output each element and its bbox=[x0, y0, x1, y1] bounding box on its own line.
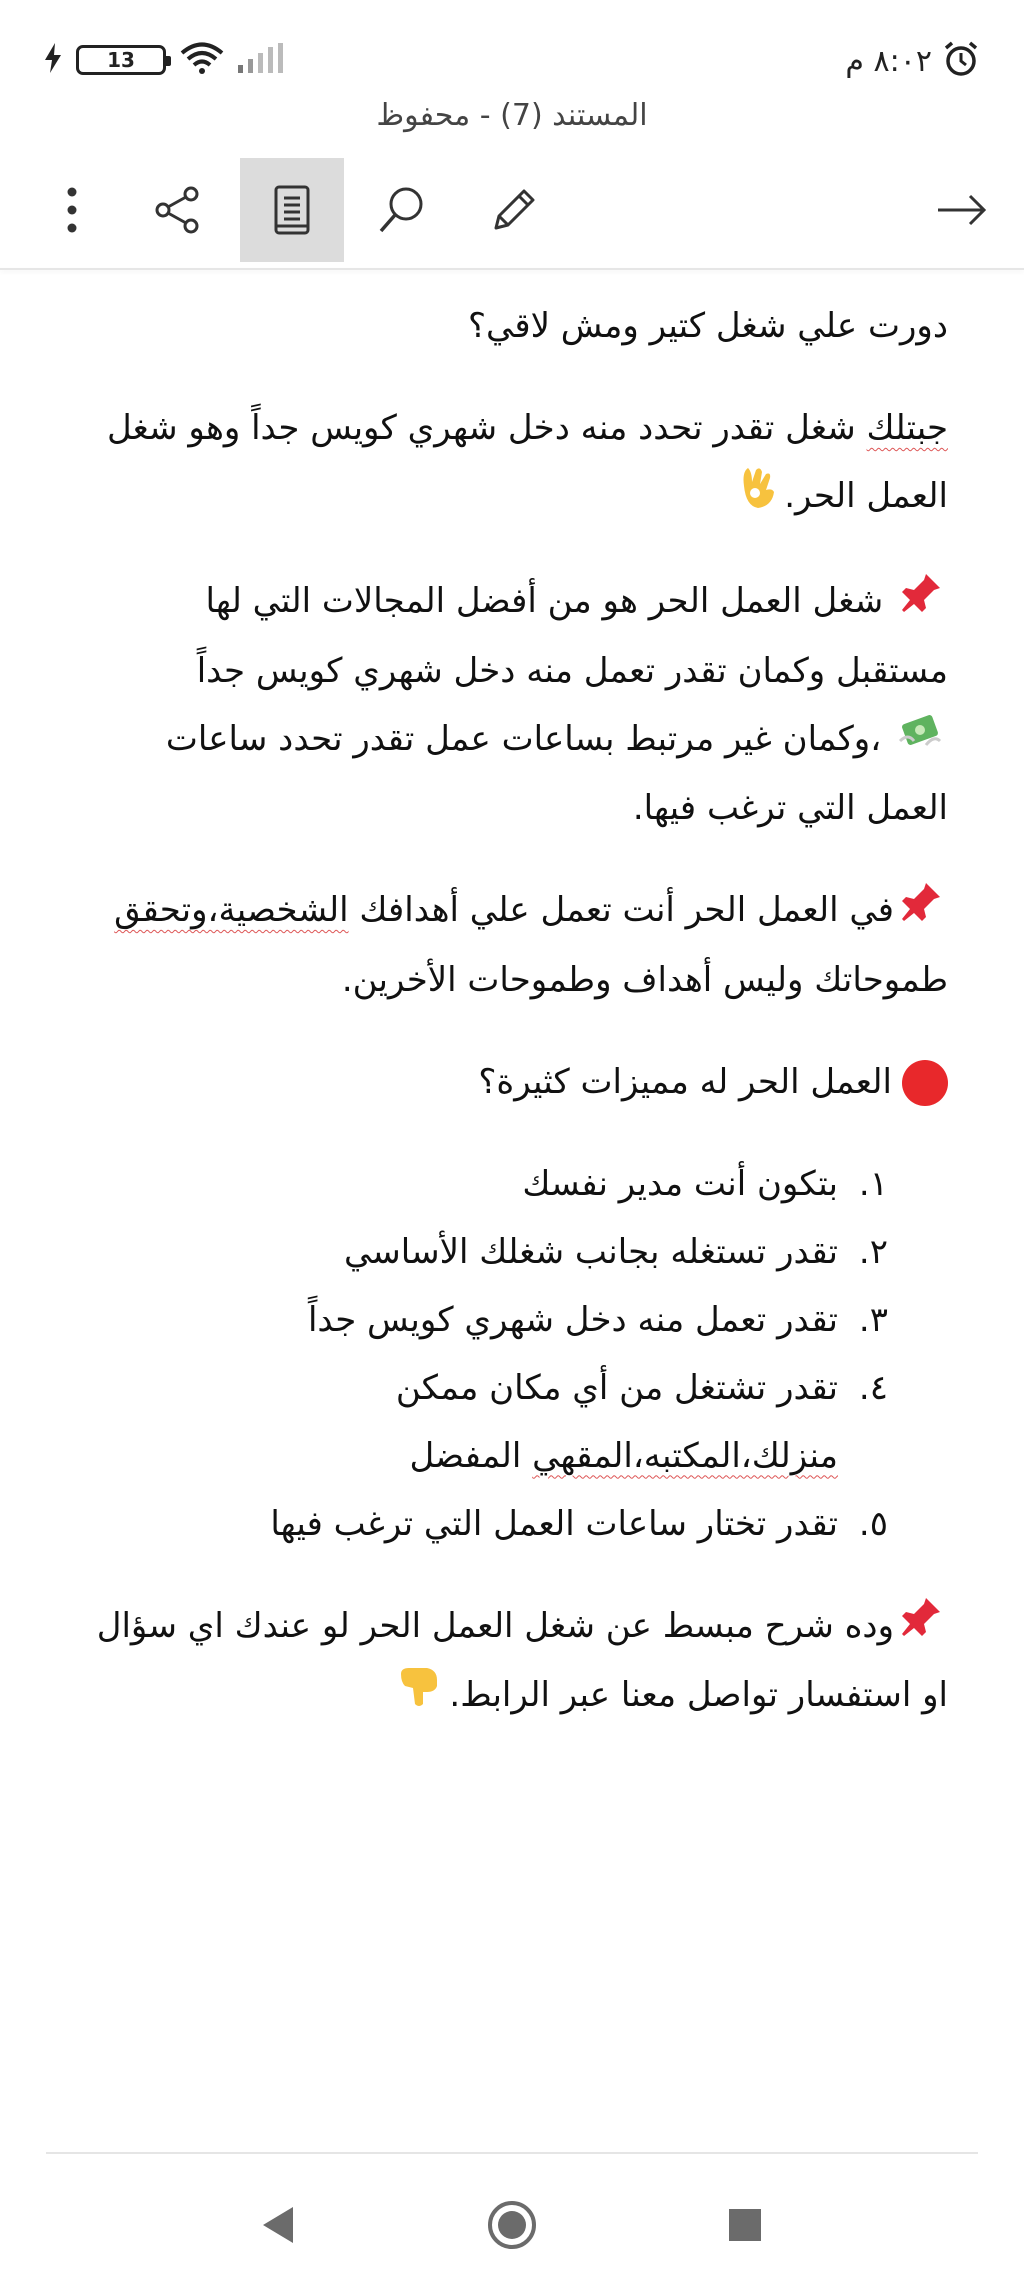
list-number: ١. bbox=[858, 1163, 888, 1204]
list-item-text: بتكون أنت مدير نفسك bbox=[522, 1163, 838, 1204]
misspelled-word[interactable]: منزلك،المكتبه،المقهي bbox=[532, 1435, 838, 1476]
list-item-text: تقدر تشتغل من أي مكان ممكن bbox=[395, 1367, 838, 1408]
list-item bbox=[90, 1490, 888, 1558]
share-button[interactable] bbox=[126, 158, 230, 262]
paragraph-6-text: وده شرح مبسط عن شغل العمل الحر لو عندك اي سؤال او استفسار تواصل معنا عبر الرابط. bbox=[96, 1605, 948, 1715]
paragraph-1 bbox=[90, 292, 948, 360]
reading-mode-button[interactable] bbox=[240, 158, 344, 262]
toolbar-divider bbox=[0, 268, 1024, 270]
paragraph-2 bbox=[90, 394, 948, 533]
alarm-icon bbox=[942, 40, 980, 82]
back-arrow-button[interactable] bbox=[910, 158, 1014, 262]
signal-icon bbox=[238, 43, 284, 77]
pushpin-icon bbox=[900, 569, 942, 637]
list-item-text: تقدر تختار ساعات العمل التي ترغب فيها bbox=[270, 1503, 838, 1544]
search-icon bbox=[376, 184, 428, 236]
list-item bbox=[90, 1218, 888, 1286]
toolbar bbox=[0, 150, 1024, 268]
paragraph-3b-text: ،وكمان غير مرتبط بساعات عمل تقدر تحدد ساعات العمل التي ترغب فيها. bbox=[165, 718, 948, 828]
list-number: ٣. bbox=[858, 1299, 888, 1340]
nav-divider bbox=[46, 2152, 978, 2154]
pencil-icon bbox=[488, 184, 540, 236]
list-item bbox=[90, 1286, 888, 1354]
back-arrow-icon bbox=[936, 192, 988, 228]
list-number: ٥. bbox=[858, 1503, 888, 1544]
pushpin-icon bbox=[900, 1593, 942, 1661]
list-item bbox=[90, 1150, 888, 1218]
list-item-text: تقدر تعمل منه دخل شهري كويس جداً bbox=[307, 1299, 838, 1340]
paragraph-4-text-end: طموحاتك وليس أهداف وطموحات الأخرين. bbox=[341, 959, 948, 1000]
pushpin-icon bbox=[900, 878, 942, 946]
pointing-down-icon bbox=[397, 1663, 443, 1731]
features-list bbox=[90, 1150, 948, 1558]
paragraph-2-text: شغل تقدر تحدد منه دخل شهري كويس جداً وهو شغل العمل الحر. bbox=[106, 408, 948, 516]
navigation-bar bbox=[0, 2170, 1024, 2270]
paragraph-5 bbox=[90, 1048, 948, 1116]
misspelled-word[interactable]: الشخصية،وتحقق bbox=[114, 890, 349, 930]
misspelled-word[interactable]: جبتلك bbox=[866, 408, 948, 448]
list-item-text: تقدر تستغله بجانب شغلك الأساسي bbox=[343, 1231, 838, 1272]
share-icon bbox=[153, 185, 203, 235]
status-bar bbox=[0, 0, 1024, 110]
more-icon bbox=[66, 186, 78, 234]
home-button[interactable] bbox=[477, 2190, 547, 2260]
money-wings-icon bbox=[898, 706, 942, 774]
edit-button[interactable] bbox=[462, 158, 566, 262]
paragraph-6 bbox=[90, 1592, 948, 1731]
wifi-icon bbox=[180, 42, 224, 78]
ok-hand-icon bbox=[738, 462, 778, 533]
more-options-button[interactable] bbox=[20, 158, 124, 262]
paragraph-5-text: العمل الحر له مميزات كثيرة؟ bbox=[478, 1061, 892, 1102]
document-body[interactable] bbox=[90, 292, 948, 1765]
list-item-text-end: المفضل bbox=[409, 1435, 533, 1476]
charging-icon bbox=[44, 43, 62, 77]
list-item bbox=[90, 1354, 888, 1490]
paragraph-4 bbox=[90, 876, 948, 1014]
red-circle-icon bbox=[902, 1060, 948, 1106]
clock: ٨:٠٢ م bbox=[845, 43, 932, 79]
paragraph-3-text: شغل العمل الحر هو من أفضل المجالات التي لها مستقبل وكمان تقدر تعمل منه دخل شهري كويس جداً bbox=[196, 581, 948, 691]
status-right bbox=[845, 40, 980, 82]
paragraph-4-text: في العمل الحر أنت تعمل علي أهدافك bbox=[348, 890, 894, 930]
reading-mode-icon bbox=[272, 184, 312, 236]
search-button[interactable] bbox=[350, 158, 454, 262]
battery-level: 13 bbox=[107, 48, 135, 72]
paragraph-3 bbox=[90, 567, 948, 842]
list-number: ٢. bbox=[858, 1231, 888, 1272]
back-button[interactable] bbox=[242, 2190, 312, 2260]
status-left bbox=[44, 42, 284, 78]
recents-button[interactable] bbox=[710, 2190, 780, 2260]
battery-icon bbox=[76, 45, 166, 75]
paragraph-1-text: دورت علي شغل كتير ومش لاقي؟ bbox=[467, 306, 948, 346]
recents-square-icon bbox=[725, 2205, 765, 2245]
home-circle-icon bbox=[486, 2199, 538, 2251]
back-triangle-icon bbox=[257, 2203, 297, 2247]
document-title: المستند (7) - محفوظ bbox=[376, 98, 648, 133]
list-number: ٤. bbox=[858, 1367, 888, 1408]
